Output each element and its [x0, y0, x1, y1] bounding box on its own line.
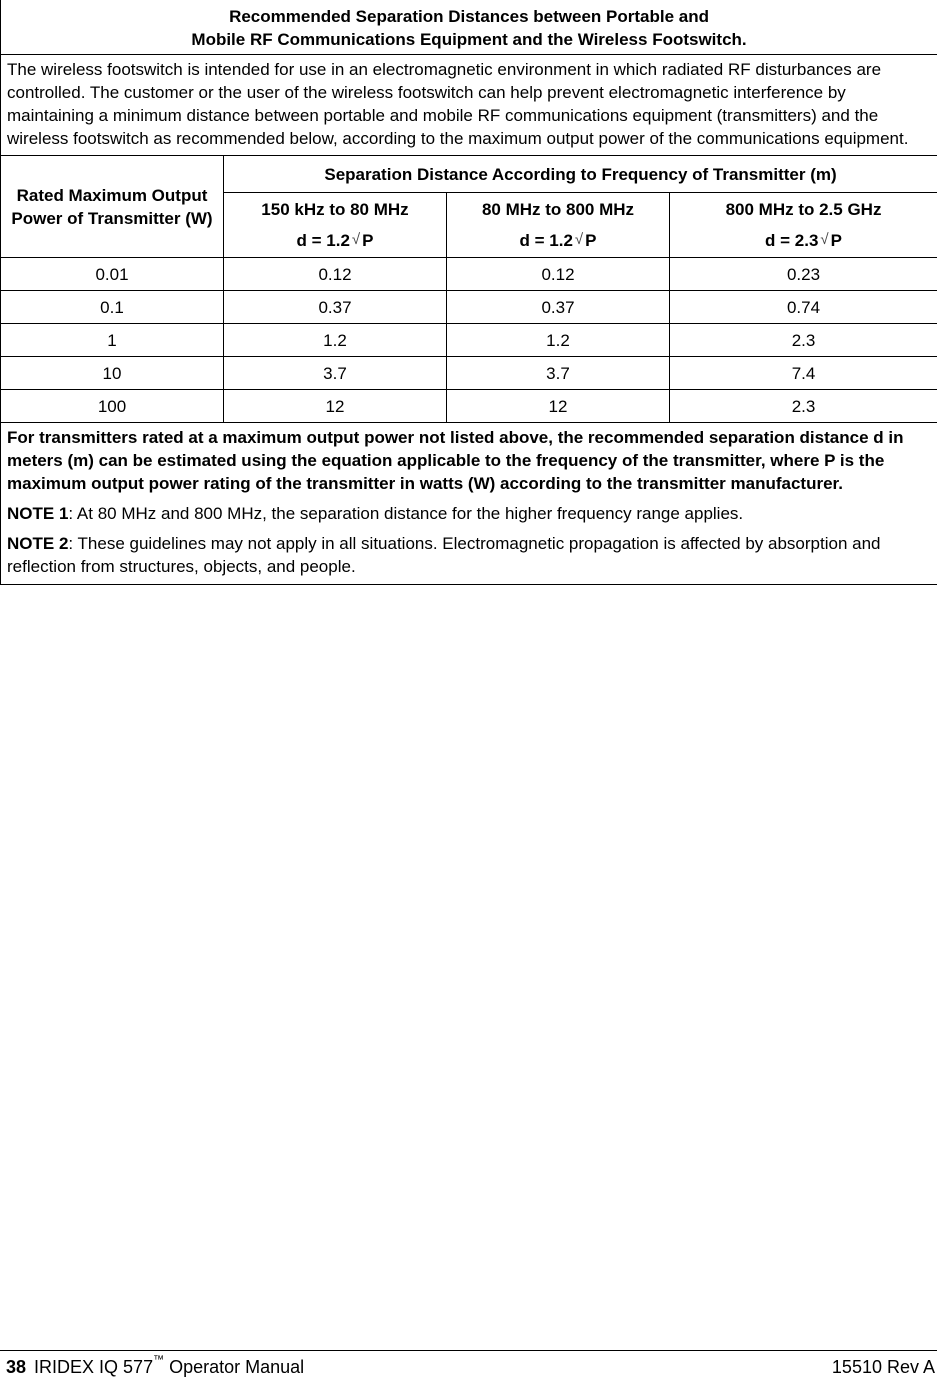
footnote-text: For transmitters rated at a maximum output power not listed above, the recommended separation distance d in meters (m) can be estimated using the equation applicable to the frequency of the transmitter, where P is the maximum output power rating of the transmitter in watts (W) according to the transmitter manufacturer. — [7, 428, 904, 493]
formula — [230, 229, 440, 253]
formula-variable: P — [830, 230, 842, 250]
power-value: 1 — [1, 324, 224, 357]
intro-text: The wireless footswitch is intended for use in an electromagnetic environment in which radiated RF disturbances are controlled. The customer or the user of the wireless footswitch can help prevent electromagnetic interference by maintaining a minimum distance between portable and mobile RF communications equipment (transmitters) and the wireless footswitch as recommended below, according to the maximum output power of the communications equipment. — [1, 55, 937, 156]
formula-variable: P — [362, 230, 374, 250]
distance-value: 0.74 — [670, 291, 937, 324]
doc-revision: 15510 Rev A — [831, 1357, 935, 1377]
manual-title: IRIDEX IQ 577 — [34, 1357, 154, 1377]
distance-value: 7.4 — [670, 357, 937, 390]
formula — [676, 229, 931, 253]
table-row — [1, 291, 937, 324]
frequency-header-3 — [670, 193, 937, 258]
table-row — [1, 258, 937, 291]
table-row — [1, 357, 937, 390]
distance-value: 0.12 — [224, 258, 447, 291]
separation-distance-header: Separation Distance According to Frequency of Transmitter (m) — [224, 156, 937, 193]
frequency-range: 80 MHz to 800 MHz — [481, 199, 635, 219]
distance-value: 2.3 — [670, 390, 937, 423]
table-title-line1: Recommended Separation Distances between Portable and — [229, 7, 709, 26]
frequency-header-2 — [447, 193, 670, 258]
distance-value: 1.2 — [224, 324, 447, 357]
formula-prefix: d = 2.3 — [765, 230, 819, 250]
power-value: 0.1 — [1, 291, 224, 324]
distance-value: 0.12 — [447, 258, 670, 291]
footer-divider — [0, 1350, 937, 1351]
formula-prefix: d = 1.2 — [296, 230, 350, 250]
formula — [453, 229, 663, 253]
table-row — [1, 324, 937, 357]
table-body — [1, 258, 937, 423]
power-value: 100 — [1, 390, 224, 423]
distance-value: 3.7 — [224, 357, 447, 390]
title-row — [1, 0, 937, 55]
power-value: 10 — [1, 357, 224, 390]
distance-value: 12 — [224, 390, 447, 423]
notes-cell — [1, 423, 937, 585]
frequency-header-1 — [224, 193, 447, 258]
manual-title-suffix: Operator Manual — [164, 1357, 305, 1377]
note-1-label: NOTE 1 — [7, 504, 69, 523]
rated-power-header: Rated Maximum Output Power of Transmitter (W) — [1, 156, 224, 258]
power-value: 0.01 — [1, 258, 224, 291]
separation-distance-table — [0, 0, 937, 585]
footer-left — [6, 1356, 304, 1378]
table-title — [1, 0, 937, 55]
distance-value: 2.3 — [670, 324, 937, 357]
notes-row — [1, 423, 937, 585]
header-row-1 — [1, 156, 937, 193]
table-row — [1, 390, 937, 423]
note-2-label: NOTE 2 — [7, 534, 69, 553]
note-1 — [7, 502, 931, 525]
sqrt-icon: √ — [351, 230, 361, 248]
formula-prefix: d = 1.2 — [519, 230, 573, 250]
distance-value: 12 — [447, 390, 670, 423]
distance-value: 0.37 — [447, 291, 670, 324]
sqrt-icon: √ — [574, 230, 584, 248]
frequency-range: 150 kHz to 80 MHz — [261, 199, 409, 219]
distance-value: 3.7 — [447, 357, 670, 390]
note-2-text: : These guidelines may not apply in all situations. Electromagnetic propagation is affected by absorption and reflection from structures, objects, and people. — [7, 534, 881, 576]
sqrt-icon: √ — [820, 230, 829, 248]
distance-value: 0.23 — [670, 258, 937, 291]
trademark-symbol: ™ — [153, 1354, 165, 1366]
note-1-text: : At 80 MHz and 800 MHz, the separation distance for the higher frequency range applies. — [68, 504, 744, 523]
formula-variable: P — [585, 230, 597, 250]
frequency-range: 800 MHz to 2.5 GHz — [725, 199, 882, 219]
page-number: 38 — [6, 1357, 27, 1377]
distance-value: 0.37 — [224, 291, 447, 324]
intro-row — [1, 55, 937, 156]
distance-value: 1.2 — [447, 324, 670, 357]
table-title-line2: Mobile RF Communications Equipment and the Wireless Footswitch. — [191, 30, 747, 49]
note-2 — [7, 532, 931, 578]
page-footer — [6, 1356, 935, 1378]
